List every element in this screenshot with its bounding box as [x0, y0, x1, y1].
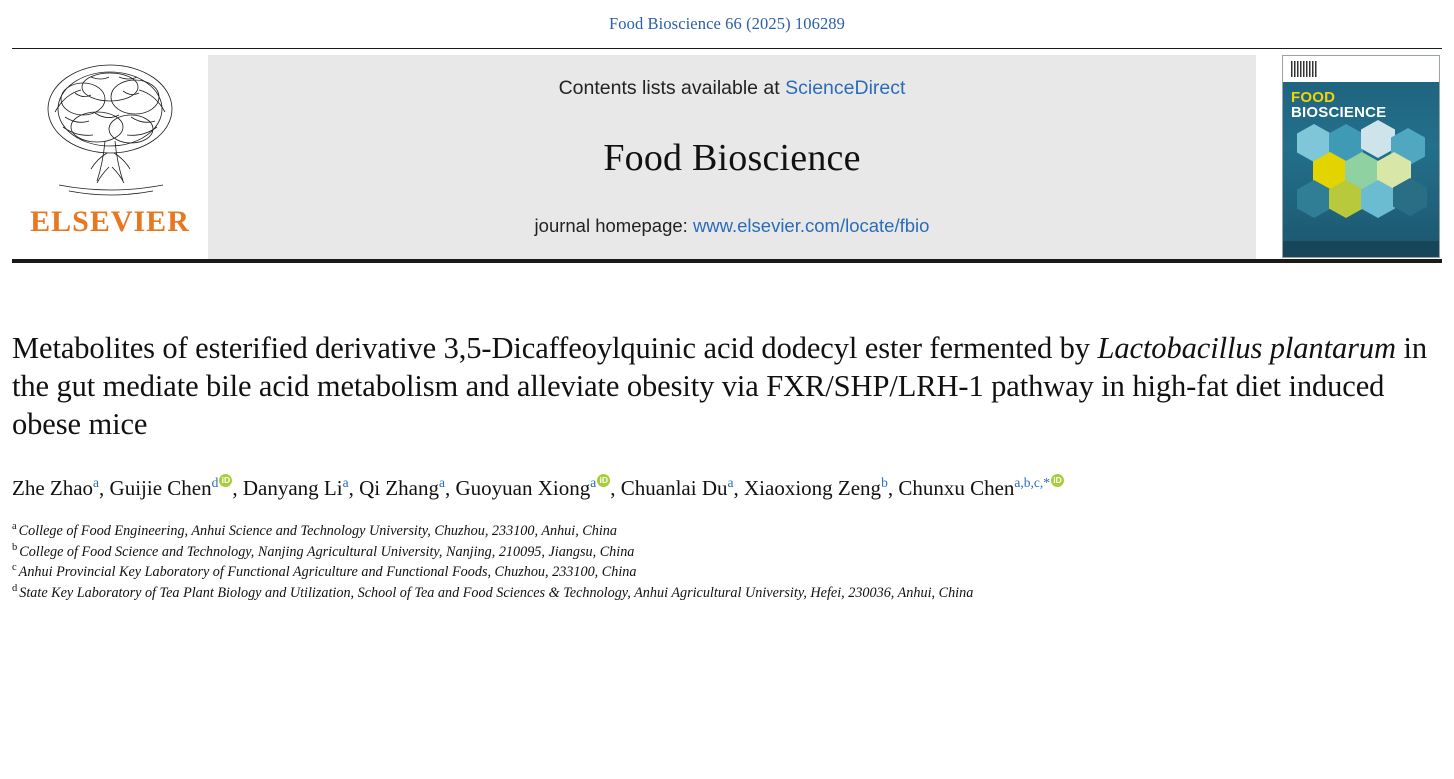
author — [456, 476, 611, 500]
elsevier-wordmark: ELSEVIER — [30, 205, 190, 238]
title-part-1: Metabolites of esterified derivative 3,5-Dicaffeoylquinic acid dodecyl ester fermented by — [12, 331, 1098, 365]
masthead — [12, 48, 1442, 259]
author-affiliation-mark: a — [727, 475, 734, 490]
journal-homepage-link[interactable]: www.elsevier.com/locate/fbio — [692, 215, 930, 236]
journal-cover — [1282, 55, 1442, 259]
cover-header-strip — [1283, 56, 1439, 82]
author — [359, 476, 445, 500]
elsevier-logo — [12, 55, 208, 259]
orcid-icon[interactable] — [219, 474, 232, 487]
homepage-line — [535, 215, 930, 237]
author-name: Guijie Chen — [109, 476, 212, 500]
title-italic-organism: Lactobacillus plantarum — [1097, 331, 1396, 365]
orcid-icon[interactable] — [1051, 474, 1064, 487]
affiliation-mark: b — [12, 541, 18, 553]
affiliation-item — [12, 583, 1442, 604]
author-affiliation-mark: a — [342, 475, 349, 490]
affiliation-text: College of Food Engineering, Anhui Science and Technology University, Chuzhou, 233100, Anhui, China — [18, 523, 617, 539]
contents-line — [559, 77, 906, 100]
affiliation-text: Anhui Provincial Key Laboratory of Functional Agriculture and Functional Foods, Chuzhou, 233100, China — [18, 564, 637, 580]
affiliation-item — [12, 542, 1442, 563]
author-affiliation-mark: b — [881, 475, 888, 490]
article-header — [12, 263, 1442, 603]
affiliation-text: College of Food Science and Technology, Nanjing Agricultural University, Nanjing, 210095, Jiangsu, China — [19, 543, 635, 560]
barcode-icon — [1291, 61, 1317, 77]
author — [744, 476, 888, 500]
author-name: Guoyuan Xiong — [455, 476, 591, 500]
author-list: Zhe Zhao$^a$, Guijie Chen$^d$ iD , Danyang Li$^a$, Qi Zhang$^a$, Guoyuan Xiong$^a$ iD , Chuanlai Du$^a$, Xiaoxiong Zeng$^b$, Chunxu Chen$^{a,b,c,*}$iD — [12, 473, 1442, 503]
elsevier-tree-icon — [35, 57, 185, 203]
affiliation-list — [12, 521, 1442, 603]
author-affiliation-mark: a,b,c,* — [1014, 475, 1051, 490]
author — [898, 476, 1064, 500]
author-name: Zhe Zhao — [12, 476, 94, 500]
author-name: Xiaoxiong Zeng — [744, 476, 882, 500]
sciencedirect-link[interactable]: ScienceDirect — [785, 77, 906, 99]
author — [243, 476, 349, 500]
cover-title-line2: BIOSCIENCE — [1291, 104, 1387, 121]
affiliation-mark: d — [12, 582, 18, 594]
affiliation-mark: c — [12, 562, 17, 574]
affiliation-text: State Key Laboratory of Tea Plant Biology and Utilization, School of Tea and Food Sciences & Technology, Anhui Agricultural University, Hefei, 230036, Anhui, China — [19, 584, 974, 601]
author-name: Danyang Li — [242, 476, 343, 500]
journal-banner — [208, 55, 1256, 259]
cover-footer-bar — [1283, 241, 1439, 257]
cover-hexagon-graphic — [1283, 118, 1439, 228]
author-name: Chunxu Chen — [898, 476, 1015, 500]
homepage-prefix: journal homepage: — [534, 215, 693, 236]
author-name: Chuanlai Du — [620, 476, 728, 500]
author-affiliation-mark: a — [93, 475, 100, 490]
affiliation-item — [12, 521, 1442, 542]
orcid-icon[interactable] — [597, 474, 610, 487]
page-title — [12, 329, 1442, 443]
author — [621, 476, 734, 500]
cover-title — [1283, 82, 1439, 120]
author — [12, 476, 99, 500]
running-head: Food Bioscience 66 (2025) 106289 — [608, 14, 845, 33]
affiliation-item — [12, 562, 1442, 583]
title-part-2: in the gut mediate bile acid metabolism and alleviate obesity via FXR/SHP/LRH-1 pathway in high-fat diet induced obese mice — [12, 331, 1428, 441]
author — [110, 476, 233, 500]
contents-prefix: Contents lists available at — [558, 77, 786, 99]
author-affiliation-mark: d — [211, 475, 219, 490]
affiliation-mark: a — [12, 521, 17, 533]
cover-title-line1: FOOD — [1291, 89, 1336, 106]
journal-cover-image — [1282, 55, 1440, 258]
author-affiliation-mark: a — [439, 475, 446, 490]
journal-title: Food Bioscience — [603, 136, 861, 179]
author-affiliation-mark: a — [590, 475, 597, 490]
author-name: Qi Zhang — [359, 476, 440, 500]
